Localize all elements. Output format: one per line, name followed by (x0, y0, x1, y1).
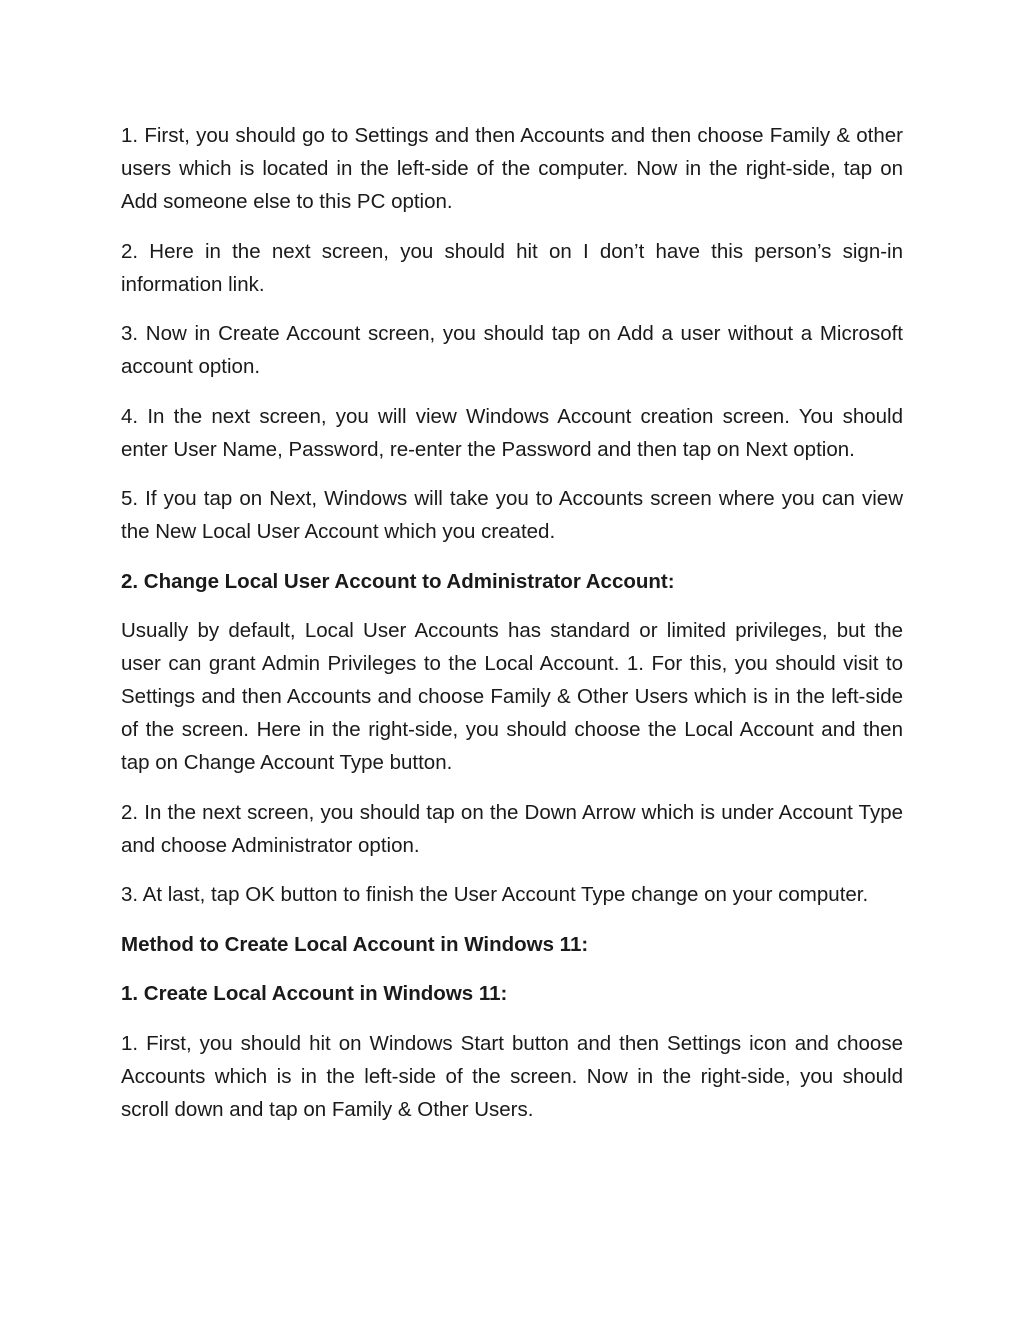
section-heading-change-account: 2. Change Local User Account to Administrator Account: (121, 569, 675, 593)
paragraph-step-1: 1. First, you should go to Settings and then Accounts and then choose Family & other users which is located in the left-side of the computer. Now in the right-side, tap on Add someone else to this PC option. (121, 124, 903, 213)
paragraph-admin-step-2: 2. In the next screen, you should tap on the Down Arrow which is under Account Type and choose Administrator option. (121, 800, 903, 857)
section-heading-method: Method to Create Local Account in Windows 11: (121, 932, 589, 956)
section-heading-create-local: 1. Create Local Account in Windows 11: (121, 982, 508, 1005)
document-page (121, 119, 903, 1142)
paragraph-admin-step-3: 3. At last, tap OK button to finish the User Account Type change on your computer. (121, 883, 869, 906)
paragraph-step-3: 3. Now in Create Account screen, you should tap on Add a user without a Microsoft account option. (121, 322, 903, 378)
paragraph-step-5: 5. If you tap on Next, Windows will take you to Accounts screen where you can view the New Local User Account which you created. (121, 487, 903, 543)
paragraph-admin-intro: Usually by default, Local User Accounts has standard or limited privileges, but the user can grant Admin Privileges to the Local Account. 1. For this, you should visit to Settings and then Accounts and choose Family & Other Users which is in the left-side of the screen. Here in the right-side, you should choose the Local Account and then tap on Change Account Type button. (121, 619, 903, 774)
paragraph-win11-step-1: 1. First, you should hit on Windows Start button and then Settings icon and choose Accounts which is in the left-side of the screen. Now in the right-side, you should scroll down and tap on Family & Other Users. (121, 1031, 903, 1121)
paragraph-step-4: 4. In the next screen, you will view Windows Account creation screen. You should enter User Name, Password, re-enter the Password and then tap on Next option. (121, 404, 903, 461)
paragraph-step-2: 2. Here in the next screen, you should hit on I don’t have this person’s sign-in information link. (121, 239, 903, 296)
